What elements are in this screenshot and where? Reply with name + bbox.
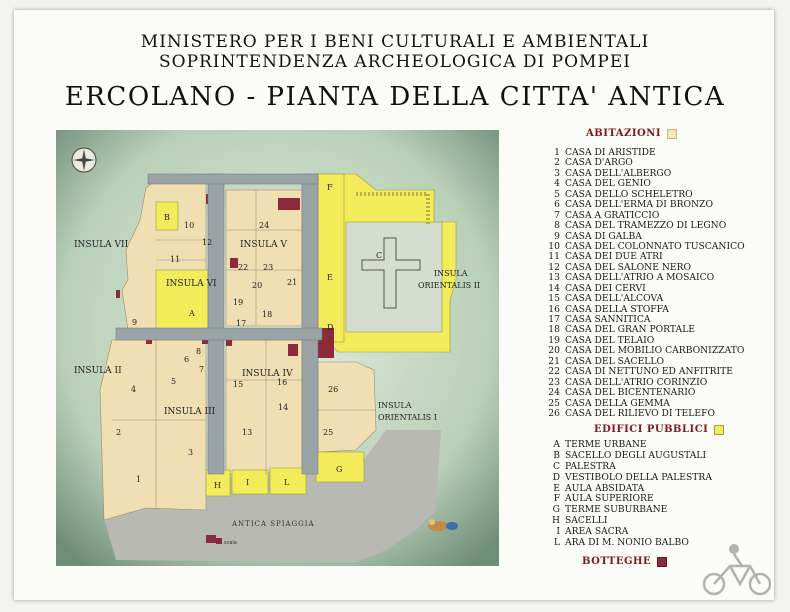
house-16: 16 bbox=[277, 378, 288, 387]
house-18: 18 bbox=[262, 310, 273, 319]
legend-house-name: CASA A GRATICCIO bbox=[565, 209, 660, 221]
legend-house-number: 1 bbox=[554, 147, 560, 158]
public-i: I bbox=[246, 478, 250, 487]
legend-house-number: 16 bbox=[548, 303, 560, 315]
legend-house-name: CASA DEL MOBILIO CARBONIZZATO bbox=[565, 345, 745, 357]
house-5: 5 bbox=[171, 377, 177, 386]
pubblici-swatch bbox=[714, 425, 724, 435]
public-g: G bbox=[336, 465, 343, 474]
legend-public-name: AULA SUPERIORE bbox=[565, 493, 654, 505]
legend-house-number: 4 bbox=[554, 178, 560, 190]
legend-house-item bbox=[540, 409, 745, 419]
legend-house-number: 14 bbox=[548, 282, 560, 294]
legend-house-name: CASA DELL'ALBERGO bbox=[565, 167, 672, 179]
public-d: D bbox=[327, 323, 334, 332]
house-25: 25 bbox=[323, 428, 334, 437]
insula-orientalis-i-block bbox=[318, 362, 376, 452]
legend-public-number: A bbox=[553, 439, 560, 450]
legend-house-number: 19 bbox=[548, 334, 560, 346]
house-26: 26 bbox=[328, 385, 339, 394]
legend-house-number: 18 bbox=[548, 324, 560, 336]
house-8: 8 bbox=[196, 347, 202, 356]
page-title: ERCOLANO - PIANTA DELLA CITTA' ANTICA bbox=[64, 82, 726, 112]
legend-public-number: L bbox=[553, 537, 560, 549]
legend-public-name: SACELLI bbox=[565, 515, 608, 527]
legend-pubblici-title: EDIFICI PUBBLICI bbox=[594, 424, 724, 435]
header-ministry: MINISTERO PER I BENI CULTURALI E AMBIENTALI bbox=[140, 32, 650, 52]
legend-house-number: 17 bbox=[548, 314, 560, 325]
abitazioni-swatch bbox=[667, 129, 677, 139]
legend-public-name: VESTIBOLO DELLA PALESTRA bbox=[565, 471, 712, 483]
site-map bbox=[56, 130, 499, 566]
legend-house-name: CASA DEL BICENTENARIO bbox=[565, 387, 696, 399]
legend-house-name: CASA DELL'ALCOVA bbox=[565, 293, 664, 305]
legend-public-item bbox=[540, 538, 712, 549]
public-l: L bbox=[284, 478, 290, 487]
legend-public-list bbox=[540, 440, 712, 549]
legend-house-name: CASA DI NETTUNO ED ANFITRITE bbox=[565, 366, 734, 378]
legend-houses-list bbox=[540, 148, 745, 419]
label-insula-orientalis-i-b: ORIENTALIS I bbox=[378, 413, 437, 422]
legend-house-number: 21 bbox=[548, 355, 560, 367]
legend-house-name: CASA SANNITICA bbox=[565, 314, 651, 325]
legend-house-name: CASA DEL COLONNATO TUSCANICO bbox=[565, 240, 745, 252]
house-10: 10 bbox=[184, 221, 195, 230]
scale-mark bbox=[216, 538, 222, 544]
legend-house-number: 9 bbox=[554, 230, 560, 242]
legend-botteghe-title: BOTTEGHE bbox=[582, 556, 667, 567]
legend-public-name: AULA ABSIDATA bbox=[565, 482, 645, 494]
compass-rose-icon bbox=[72, 148, 96, 172]
house-24: 24 bbox=[259, 221, 270, 230]
legend-house-name: CASA DEL TRAMEZZO DI LEGNO bbox=[565, 220, 727, 232]
label-insula-v: INSULA V bbox=[240, 240, 288, 250]
label-insula-orientalis-i-a: INSULA bbox=[378, 401, 412, 410]
legend-public-number: B bbox=[553, 449, 560, 461]
legend-public-name: TERME URBANE bbox=[565, 439, 647, 450]
legend-house-name: CASA DELL'ATRIO CORINZIO bbox=[565, 376, 708, 388]
house-13: 13 bbox=[242, 428, 253, 437]
legend-house-number: 22 bbox=[548, 366, 560, 378]
legend-house-name: CASA DEL SACELLO bbox=[565, 355, 665, 367]
legend-house-number: 25 bbox=[548, 397, 560, 409]
public-d-e-f bbox=[318, 174, 344, 342]
legend-public-number: H bbox=[551, 515, 560, 527]
house-19: 19 bbox=[233, 298, 244, 307]
legend-house-name: CASA DELLA GEMMA bbox=[565, 397, 670, 409]
house-6: 6 bbox=[184, 355, 190, 364]
legend-house-name: CASA DEI CERVI bbox=[565, 282, 646, 294]
legend-house-number: 24 bbox=[548, 387, 560, 399]
legend-abitazioni-title: ABITAZIONI bbox=[586, 128, 677, 139]
public-a: A bbox=[189, 309, 195, 318]
house-4: 4 bbox=[131, 385, 137, 394]
botteghe-swatch bbox=[657, 557, 667, 567]
legend-house-name: CASA DEL SALONE NERO bbox=[565, 261, 692, 273]
legend-house-number: 13 bbox=[548, 272, 560, 284]
label-insula-iv: INSULA IV bbox=[242, 369, 293, 379]
legend-house-name: CASA DEL GENIO bbox=[565, 178, 651, 190]
legend-public-number: I bbox=[556, 526, 560, 538]
public-b: B bbox=[164, 213, 170, 222]
legend-house-number: 5 bbox=[554, 188, 560, 200]
legend-public-name: TERME SUBURBANE bbox=[565, 504, 668, 516]
house-7: 7 bbox=[199, 365, 205, 374]
legend-house-number: 3 bbox=[554, 167, 560, 179]
public-e: E bbox=[327, 273, 333, 282]
legend-house-number: 10 bbox=[548, 240, 560, 252]
legend-house-number: 2 bbox=[554, 157, 560, 169]
legend-house-name: CASA DI ARISTIDE bbox=[565, 147, 656, 158]
legend-house-name: CASA DEL TELAIO bbox=[565, 334, 655, 346]
house-15: 15 bbox=[233, 380, 244, 389]
label-insula-orientalis-ii-b: ORIENTALIS II bbox=[418, 281, 481, 290]
public-h: H bbox=[214, 481, 221, 490]
house-12: 12 bbox=[202, 238, 213, 247]
house-2: 2 bbox=[116, 428, 122, 437]
legend-house-name: CASA DELL'ATRIO A MOSAICO bbox=[565, 272, 715, 284]
legend-public-name: PALESTRA bbox=[565, 460, 616, 472]
legend-house-name: CASA DEL RILIEVO DI TELEFO bbox=[565, 407, 715, 419]
legend-house-name: CASA DELL'ERMA DI BRONZO bbox=[565, 199, 713, 211]
legend-house-name: CASA DI GALBA bbox=[565, 230, 642, 242]
house-21: 21 bbox=[287, 278, 298, 287]
legend-public-number: D bbox=[552, 471, 560, 483]
label-insula-iii: INSULA III bbox=[164, 407, 216, 417]
header-soprintendenza: SOPRINTENDENZA ARCHEOLOGICA DI POMPEI bbox=[158, 52, 631, 72]
legend-public-name: ARA DI M. NONIO BALBO bbox=[565, 537, 689, 549]
insula-iv-block bbox=[226, 340, 302, 475]
legend-house-number: 23 bbox=[548, 376, 560, 388]
house-17: 17 bbox=[236, 319, 247, 328]
legend-house-number: 26 bbox=[548, 407, 560, 419]
legend-house-number: 8 bbox=[554, 220, 560, 232]
legend-house-number: 12 bbox=[548, 261, 560, 273]
legend-house-name: CASA D'ARGO bbox=[565, 157, 633, 169]
legend-house-name: CASA DELLA STOFFA bbox=[565, 303, 669, 315]
legend-house-name: CASA DEI DUE ATRI bbox=[565, 251, 663, 263]
house-3: 3 bbox=[188, 448, 194, 457]
house-11: 11 bbox=[170, 255, 181, 264]
legend-public-number: G bbox=[552, 504, 560, 516]
cyclist-watermark-icon bbox=[700, 540, 780, 600]
house-1: 1 bbox=[136, 475, 142, 484]
house-9: 9 bbox=[132, 318, 138, 327]
legend-public-number: C bbox=[552, 460, 560, 472]
legend-house-number: 7 bbox=[554, 209, 560, 221]
house-20: 20 bbox=[252, 281, 263, 290]
legend-house-name: CASA DELLO SCHELETRO bbox=[565, 188, 693, 200]
house-14: 14 bbox=[278, 403, 289, 412]
label-insula-vii: INSULA VII bbox=[74, 240, 129, 250]
label-antica-spiaggia: ANTICA SPIAGGIA bbox=[232, 520, 315, 528]
scale-text: scala bbox=[224, 540, 237, 546]
house-22: 22 bbox=[238, 263, 249, 272]
legend-public-number: E bbox=[553, 482, 560, 494]
public-c: C bbox=[376, 251, 383, 260]
legend-public-name: SACELLO DEGLI AUGUSTALI bbox=[565, 449, 707, 461]
legend-house-number: 20 bbox=[548, 345, 560, 357]
legend-public-number: F bbox=[553, 493, 560, 505]
legend-house-number: 11 bbox=[548, 251, 560, 263]
legend-public-name: AREA SACRA bbox=[565, 526, 629, 538]
house-23: 23 bbox=[263, 263, 274, 272]
legend-house-number: 15 bbox=[548, 293, 560, 305]
public-f: F bbox=[327, 183, 333, 192]
legend-house-number: 6 bbox=[554, 199, 560, 211]
legend-house-name: CASA DEL GRAN PORTALE bbox=[565, 324, 695, 336]
area-sacra-i bbox=[232, 470, 268, 494]
label-insula-vi: INSULA VI bbox=[166, 279, 217, 289]
label-insula-ii: INSULA II bbox=[74, 366, 122, 376]
label-insula-orientalis-ii-a: INSULA bbox=[434, 269, 468, 278]
